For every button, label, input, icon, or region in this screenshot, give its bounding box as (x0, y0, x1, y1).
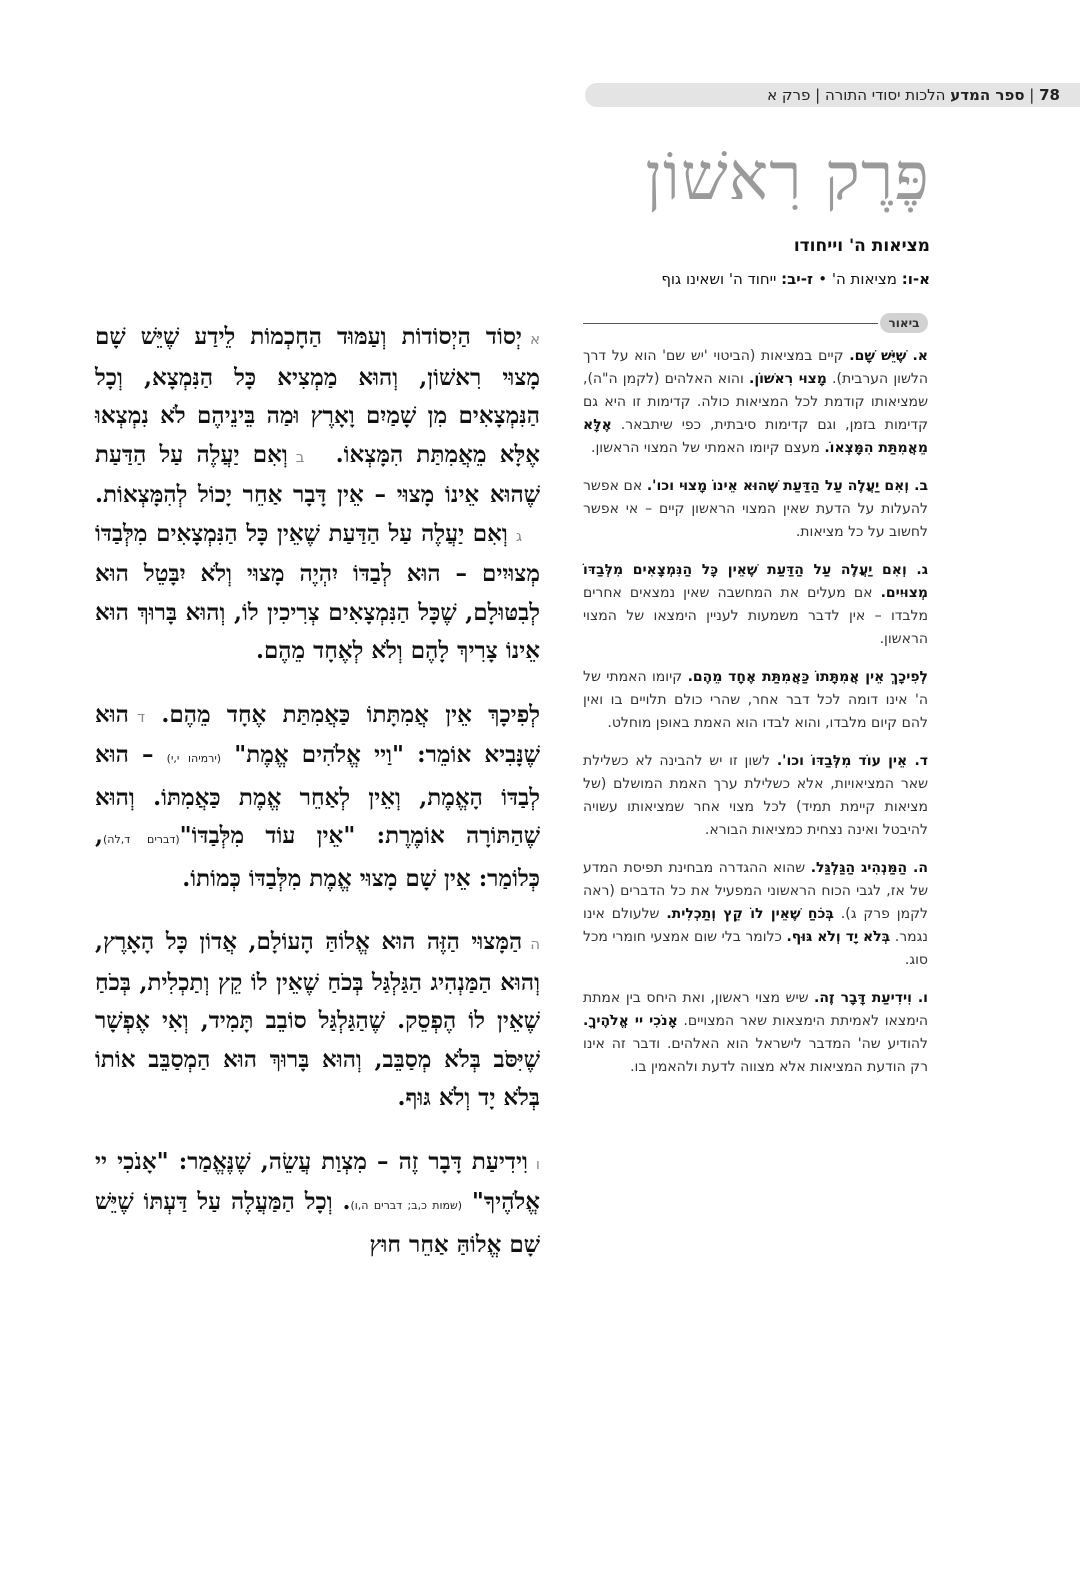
laws-name: הלכות יסודי התורה (820, 86, 951, 104)
main-text-column (95, 318, 540, 1289)
book-name: ספר המדע (950, 86, 1025, 104)
divider (583, 323, 878, 324)
section-subtitle: א-ו: מציאות ה' • ז-יב: ייחוד ה' ושאינו גוף (661, 270, 930, 288)
commentary-note: ד. אֵין עוֹד מִלְּבַדּוֹ וכו'. לשון זו יש להבינה לא כשלילת שאר המציאויות, אלא כשלילת ערך האמת המושלם (של מציאות קיימת תמיד) לכל מצוי אחר שמציאותו עשויה להיבטל ואינה נצחית כמציאות הבורא. (583, 753, 928, 838)
commentary-note: ב. וְאִם יַעֲלֶה עַל הַדַּעַת שֶׁהוּא אֵינוֹ מָצוּי וכו'. אם אפשר להעלות על הדעת שאין המצוי הראשון קיים – אי אפשר לחשוב על כל מציאות. (583, 478, 928, 540)
halacha-number: ב (295, 447, 305, 466)
halacha-number: ה (530, 935, 540, 953)
section-title: מציאות ה' וייחודו (793, 236, 930, 256)
page-number: 78 (1039, 86, 1060, 104)
halacha-paragraph: איְסוֹד הַיְסוֹדוֹת וְעַמּוּד הַחָכְמוֹת לֵידַע שֶׁיֵּשׁ שָׁם מָצוּי רִאשׁוֹן, וְהוּא מַמְצִיא כָּל הַנִּמְצָא, וְכָל הַנִּמְצָאִים מִן שָׁמַיִם וָאָרֶץ וּמַה בֵּינֵיהֶם לֹא נִמְצְאוּ אֶלָּא מֵאֲמִתַּת הִמָּצְאוֹ. בוְאִם יַעֲלֶה עַל הַדַּעַת שֶׁהוּא אֵינוֹ מָצוּי – אֵין דָּבָר אַחֵר יָכוֹל לְהִמָּצְאוֹת. גוְאִם יַעֲלֶה עַל הַדַּעַת שֶׁאֵין כָּל הַנִּמְצָאִים מִלְּבַדּוֹ מְצוּיִים – הוּא לְבַדּוֹ יִהְיֶה מָצוּי וְלֹא יִבָּטֵל הוּא לְבִטּוּלָם, שֶׁכָּל הַנִּמְצָאִים צְרִיכִין לוֹ, וְהוּא בָּרוּךְ הוּא אֵינוֹ צָרִיךְ לָהֶם וְלֹא לְאֶחָד מֵהֶם. (95, 323, 540, 664)
verse-reference: (שמות כ,ב; דברים ה,ו) (350, 1199, 463, 1212)
commentary-badge: ביאור (880, 313, 928, 333)
halacha-paragraph: ווִידִיעַת דָּבָר זֶה – מִצְוַת עֲשֵׂה, שֶׁנֶּאֱמַר: "אָנֹכִי יי אֱלֹהֶיךָ" (שמות כ,ב; דברים ה,ו). וְכָל הַמַּעֲלֶה עַל דַּעְתּוֹ שֶׁיֵּשׁ שָׁם אֱלוֹהַּ אַחֵר חוּץ (95, 1147, 540, 1258)
halacha-number: ג (515, 526, 522, 545)
halacha-number: ד (136, 707, 146, 726)
bullet-icon: • (818, 270, 828, 288)
commentary-note: לְפִיכָךְ אֵין אֲמִתָּתוֹ כַּאֲמִתַּת אֶחָד מֵהֶם. קיומו האמתי של ה' אינו דומה לכל דבר אחר, שהרי כולם תלויים בו ואין להם קיום מלבדו, והוא לבדו הוא האמת באופן מוחלט. (583, 669, 928, 731)
halacha-number: ו (535, 1154, 540, 1173)
commentary-note: ה. הַמַּנְהִיג הַגַּלְגַּל. שהוא ההגדרה מבחינת תפיסת המדע של אז, לגבי הכוח הראשוני המפעיל את כל הדברים (ראה לקמן פרק ג). בְּכֹחַ שֶׁאֵין לוֹ קֵץ וְתַכְלִית. שלעולם אינו נגמר. בְּלֹא יָד וְלֹא גּוּף. כלומר בלי שום אמצעי חומרי מכל סוג. (583, 860, 929, 968)
commentary-note: א. שֶׁיֵּשׁ שָׁם. קיים במציאות (הביטוי 'יש שם' הוא על דרך הלשון הערבית). מָצוּי רִאשׁוֹן. והוא האלהים (לקמן ה"ה), שמציאותו קודמת לכל המציאות כולה. קדימות זו היא גם קדימות בזמן, וגם קדימות סיבתית, כפי שיתבאר. אֶלָּא מֵאֲמִתַּת הִמָּצְאוֹ. מעצם קיומו האמתי של המצוי הראשון. (583, 348, 929, 456)
verse-reference: (דברים ד,לה) (103, 833, 180, 846)
halacha-paragraph: לְפִיכָךְ אֵין אֲמִתָּתוֹ כַּאֲמִתַּת אֶחָד מֵהֶם. דהוּא שֶׁנָּבִיא אוֹמֵר: "וַיי אֱלֹהִים אֱמֶת" (ירמיהו י,י) – הוּא לְבַדּוֹ הָאֱמֶת, וְאֵין לְאַחֵר אֱמֶת כַּאֲמִתּוֹ. וְהוּא שֶׁהַתּוֹרָה אוֹמֶרֶת: "אֵין עוֹד מִלְּבַדּוֹ"(דברים ד,לה), כְּלוֹמַר: אֵין שָׁם מָצוּי אֱמֶת מִלְּבַדּוֹ כְּמוֹתוֹ. (95, 700, 540, 892)
commentary-note: ג. וְאִם יַעֲלֶה עַל הַדַּעַת שֶׁאֵין כָּל הַנִּמְצָאִים מִלְּבַדּוֹ מְצוּיִים. אם מעלים את המחשבה שאין נמצאים אחרים מלבדו – אין לדבר משמעות לעניין הימצאו של המצוי הראשון. (583, 562, 928, 647)
chapter-title: פֶּרֶק רִאשׁוֹן (645, 138, 930, 215)
chapter-name: פרק א (767, 86, 811, 104)
commentary-note: ו. וִידִיעַת דָּבָר זֶה. שיש מצוי ראשון, ואת היחס בין אמתת הימצאו לאמיתת הימצאות שאר המצויים. אָנֹכִי יי אֱלֹהֶיךָ. להודיע שה' המדבר לישראל הוא האלהים. ודבר זה אינו רק הודעת המציאות אלא מצווה לדעת ולהאמין בו. (583, 990, 928, 1075)
commentary-column (583, 345, 928, 1094)
verse-reference: (ירמיהו י,י) (166, 752, 222, 765)
halacha-number: א (529, 330, 540, 348)
running-header: 78 | ספר המדע הלכות יסודי התורה | פרק א (585, 83, 1080, 107)
halacha-paragraph: ההַמָּצוּי הַזֶּה הוּא אֱלוֹהַּ הָעוֹלָם, אֲדוֹן כָּל הָאָרֶץ, וְהוּא הַמַּנְהִיג הַגַּלְגַּל בְּכֹחַ שֶׁאֵין לוֹ קֵץ וְתַכְלִית, בְּכֹחַ שֶׁאֵין לוֹ הֶפְסֵק. שֶׁהַגַּלְגַּל סוֹבֵב תָּמִיד, וְאִי אֶפְשָׁר שֶׁיִּסֹּב בְּלֹא מְסַבֵּב, וְהוּא בָּרוּךְ הוּא הַמְסַבֵּב אוֹתוֹ בְּלֹא יָד וְלֹא גּוּף. (95, 928, 540, 1111)
commentary-header (583, 313, 928, 333)
